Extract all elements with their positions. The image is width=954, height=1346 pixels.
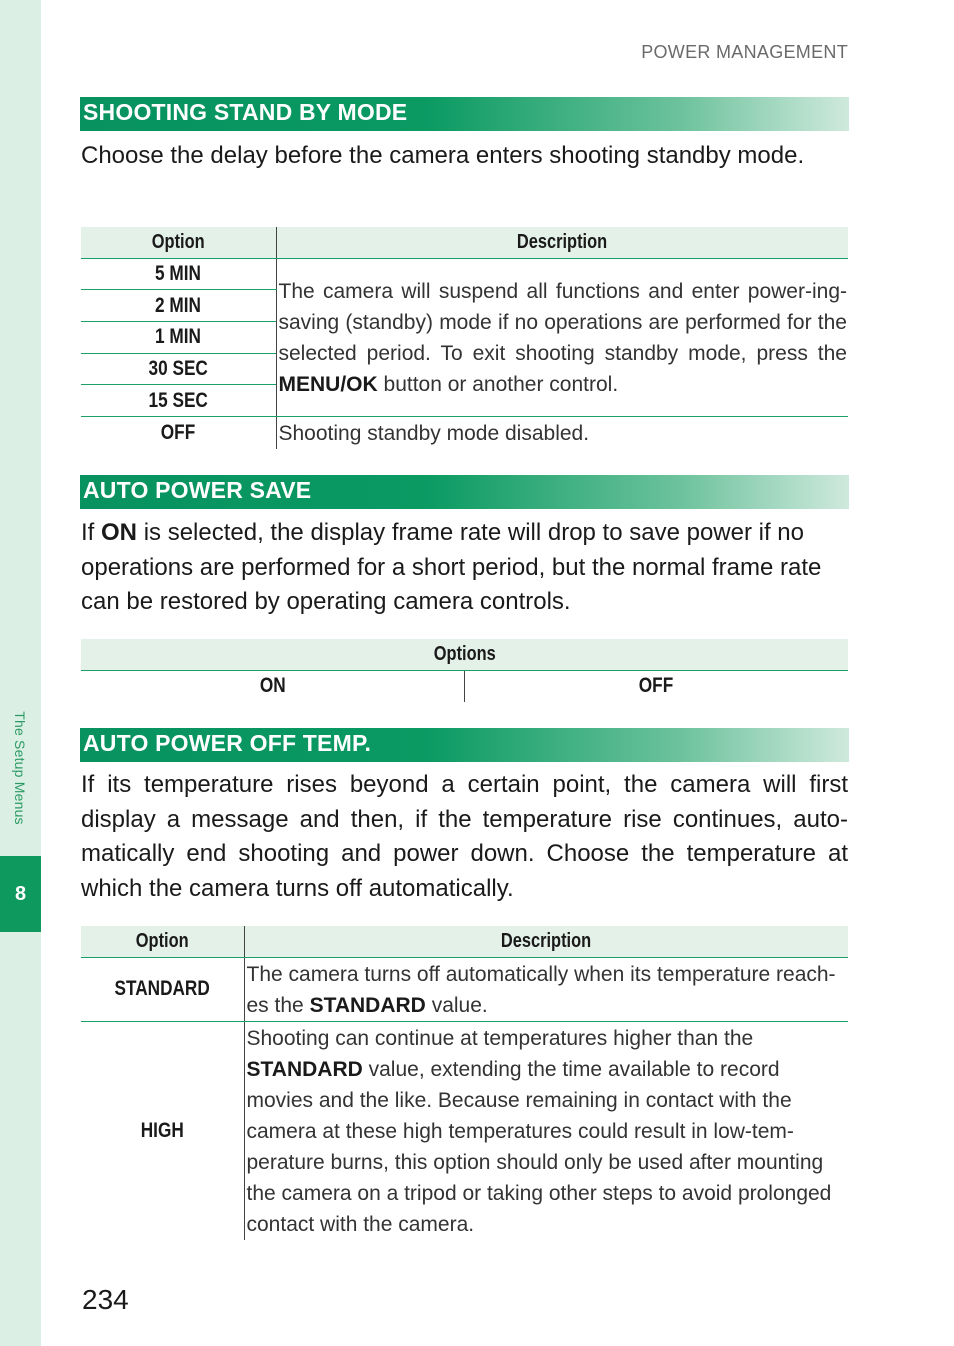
description-cell: The camera turns off automatically when its temperature reach-es the STANDARD value. bbox=[244, 957, 848, 1021]
option-cell: 2 MIN bbox=[81, 290, 276, 322]
option-cell-off: OFF bbox=[464, 670, 848, 702]
description-cell: Shooting can continue at temperatures higher than the STANDARD value, extending the time available to record movies and the like. Because remaining in contact with the camera at these high temperatures could result in low-tem-perature burns, this option should only be used after mounting the camera on a tripod or taking other steps to avoid prolonged contact with the camera. bbox=[244, 1021, 848, 1240]
page-number: 234 bbox=[82, 1284, 129, 1315]
shared-description-cell: The camera will suspend all functions and enter power-ing-saving (standby) mode if no operations are performed for the selected period. To exit shooting standby mode, press the MENU/OK button or another control. bbox=[276, 258, 848, 416]
on-setting-name: ON bbox=[101, 519, 138, 546]
section-title: AUTO POWER SAVE bbox=[83, 477, 312, 503]
section-intro: Choose the delay before the camera enters shooting standby mode. bbox=[81, 142, 805, 169]
column-header-description: Description bbox=[276, 227, 848, 258]
section-header-auto-power-save bbox=[80, 475, 849, 509]
column-header-option: Option bbox=[81, 926, 244, 957]
column-header-options: Options bbox=[81, 639, 848, 670]
option-cell: 5 MIN bbox=[81, 258, 276, 290]
section-header-auto-power-off-temp bbox=[80, 728, 849, 762]
option-cell: 30 SEC bbox=[81, 353, 276, 385]
section-intro: If ON is selected, the display frame rate will drop to save power if no operations are performed for a short period, but the normal frame rate can be restored by operating camera controls. bbox=[81, 519, 822, 616]
option-cell: 1 MIN bbox=[81, 321, 276, 353]
option-cell-high: HIGH bbox=[140, 1118, 184, 1142]
temperature-options-table bbox=[81, 926, 848, 1240]
standard-setting-name: STANDARD bbox=[309, 993, 426, 1017]
sidebar-section-label: The Setup Menus bbox=[12, 711, 28, 825]
section-header-shooting-standby bbox=[80, 97, 849, 131]
power-save-options-table bbox=[81, 639, 848, 702]
off-description-cell: Shooting standby mode disabled. bbox=[276, 416, 848, 449]
option-cell: 15 SEC bbox=[81, 385, 276, 417]
option-cell-off: OFF bbox=[161, 420, 196, 444]
section-intro: If its temperature rises beyond a certain point, the camera will first display a message and then, if the temperature rise continues, auto-matically end shooting and power down. Choose the temperature at which the camera turns off automatically. bbox=[81, 771, 848, 902]
chapter-tab: 8 bbox=[0, 856, 41, 932]
standard-setting-name: STANDARD bbox=[246, 1057, 363, 1081]
chapter-sidebar bbox=[0, 0, 41, 1346]
section-title: AUTO POWER OFF TEMP. bbox=[83, 730, 372, 756]
section-title: SHOOTING STAND BY MODE bbox=[83, 99, 408, 125]
column-header-description: Description bbox=[244, 926, 848, 957]
option-cell-on: ON bbox=[259, 674, 286, 698]
option-cell-standard: STANDARD bbox=[81, 957, 244, 1021]
column-header-option: Option bbox=[81, 227, 276, 258]
standby-options-table bbox=[81, 227, 848, 449]
running-head: POWER MANAGEMENT bbox=[641, 42, 848, 62]
menu-ok-button-name: MENU/OK bbox=[278, 372, 378, 396]
